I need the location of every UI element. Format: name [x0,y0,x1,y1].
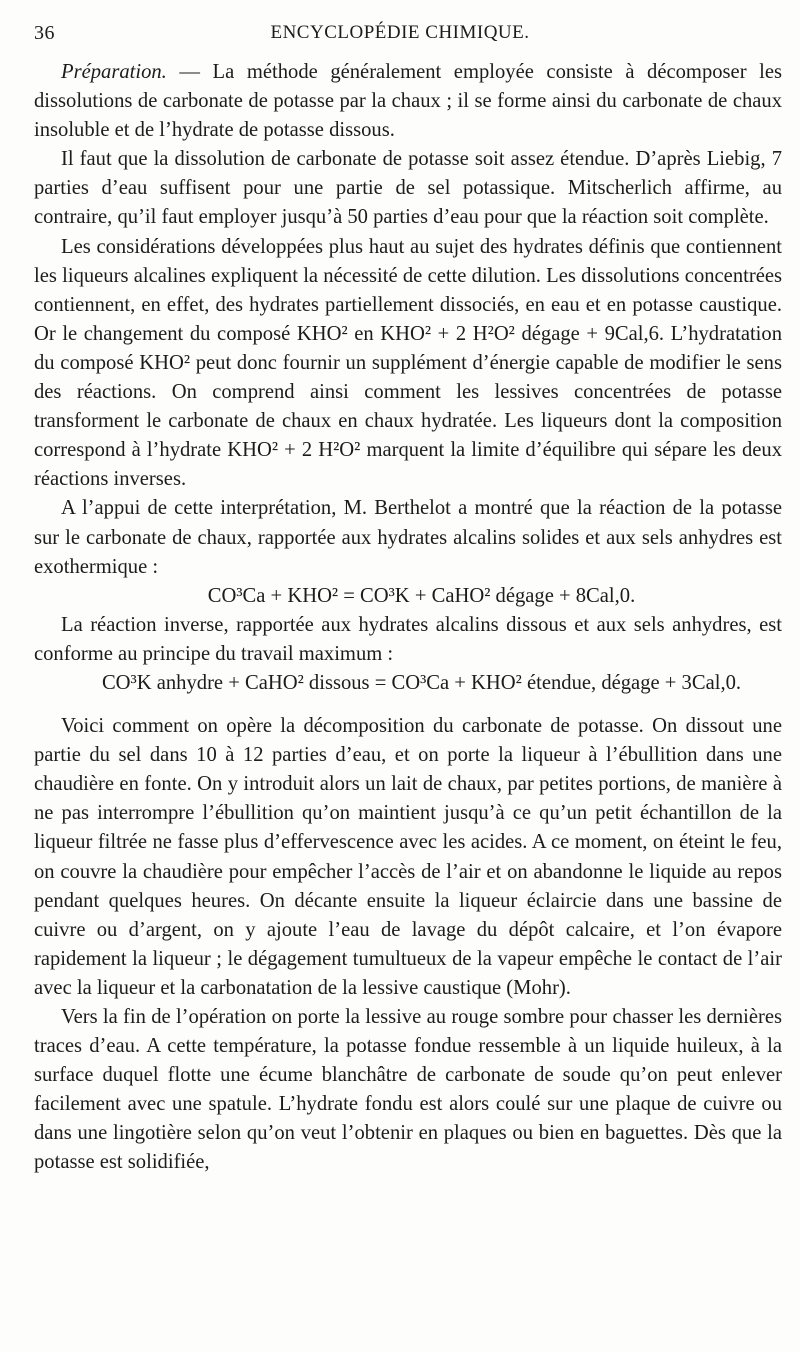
section-lead: Préparation. [61,61,167,83]
page-body [34,58,782,1178]
paragraph-inverse-reaction: La réaction inverse, rapportée aux hydrates alcalins dissous et aux sels anhydres, est conforme au principe du travail maximum : [34,613,782,665]
paragraph-text: — La méthode généralement employée consiste à décomposer les dissolutions de carbonate de potasse par la chaux ; il se forme ainsi du carbonate de chaux insoluble et de l’hydrate de potasse dissous. [34,61,782,142]
running-title: ENCYCLOPÉDIE CHIMIQUE. [270,22,530,43]
page-header [34,22,766,52]
formula-exothermic: CO³Ca + KHO² = CO³K + CaHO² dégage + 8Cal,0. [207,584,636,607]
paragraph-procedure: Voici comment on opère la décomposition du carbonate de potasse. On dissout une partie du sel dans 10 à 12 parties d’eau, et on porte la liqueur à l’ébullition dans une chaudière en fonte. On y introduit alors un lait de chaux, par petites portions, de manière à ne pas interrompre l’ébullition qu’on maintient jusqu’à ce qu’un petit échantillon de la liqueur filtrée ne fasse plus d’effervescence avec les acides. A ce moment, on éteint le feu, on couvre la chaudière pour empêcher l’accès de l’air et on abandonne le liquide au repos pendant quelques heures. On décante ensuite la liqueur éclaircie dans une bassine de cuivre ou d’argent, on y ajoute l’eau de lavage du dépôt calcaire, et l’on évapore rapidement la liqueur ; le dégagement tumultueux de la vapeur empêche le contact de l’air avec la liqueur et la carbonatation de la lessive caustique (Mohr). [34,715,782,999]
page-number: 36 [34,22,55,44]
paragraph-hydrates: Les considérations développées plus haut au sujet des hydrates définis que contiennent les liqueurs alcalines expliquent la nécessité de cette dilution. Les dissolutions concentrées contiennent, en effet, des hydrates partiellement dissociés, en eau et en potasse caustique. Or le changement du composé KHO² en KHO² + 2 H²O² dégage + 9Cal,6. L’hydratation du composé KHO² peut donc fournir un supplément d’énergie capable de modifier le sens des réactions. On comprend ainsi comment les lessives concentrées de potasse transforment le carbonate de chaux en chaux hydratée. Les liqueurs dont la composition correspond à l’hydrate KHO² + 2 H²O² marquent la limite d’équilibre qui sépare les deux réactions inverses. [34,235,782,491]
paragraph-preparation [34,58,782,145]
formula-inverse: CO³K anhydre + CaHO² dissous = CO³Ca + KHO² étendue, dégage + 3Cal,0. [101,671,742,694]
paragraph-berthelot: A l’appui de cette interprétation, M. Berthelot a montré que la réaction de la potasse sur le carbonate de chaux, rapportée aux hydrates alcalins solides et aux sels anhydres est exothermique : [34,497,782,578]
paragraph-fusion: Vers la fin de l’opération on porte la lessive au rouge sombre pour chasser les dernières traces d’eau. A cette température, la potasse fondue ressemble à un liquide huileux, à la surface duquel flotte une écume blanchâtre de carbonate de soude qu’on peut enlever facilement avec une spatule. L’hydrate fondu est alors coulé sur une plaque de cuivre ou dans une lingotière selon qu’on veut l’obtenir en plaques ou bien en baguettes. Dès que la potasse est solidifiée, [34,1006,782,1174]
paragraph-dilution: Il faut que la dissolution de carbonate de potasse soit assez étendue. D’après Liebig, 7 parties d’eau suffisent pour une partie de sel potassique. Mitscherlich affirme, au contraire, qu’il faut employer jusqu’à 50 parties d’eau pour que la réaction soit complète. [34,148,782,229]
